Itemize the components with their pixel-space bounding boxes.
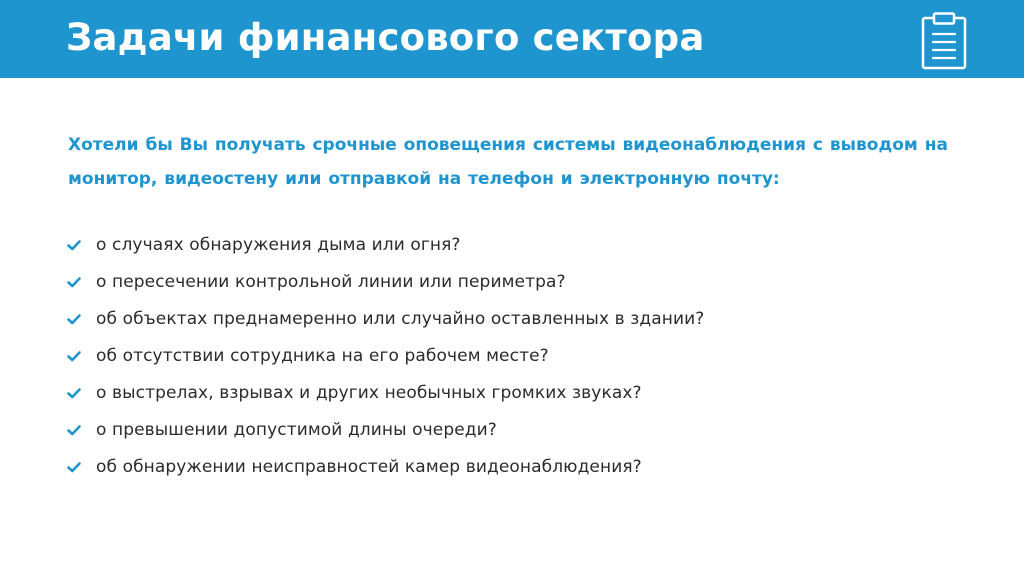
checkmark-icon: [66, 237, 82, 253]
list-item: [66, 226, 704, 263]
list-item-text: о пересечении контрольной линии или периметра?: [96, 271, 566, 292]
list-item-text: об обнаружении неисправностей камер видеонаблюдения?: [96, 456, 642, 477]
checkmark-icon: [66, 311, 82, 327]
slide-title: Задачи финансового сектора: [66, 16, 705, 59]
checkmark-icon: [66, 274, 82, 290]
list-item-text: об объектах преднамеренно или случайно оставленных в здании?: [96, 308, 705, 329]
checkmark-icon: [66, 422, 82, 438]
list-item: [66, 448, 704, 485]
list-item-text: о превышении допустимой длины очереди?: [96, 419, 497, 440]
clipboard-icon: [920, 12, 968, 70]
alert-list: [66, 226, 704, 485]
list-item-text: об отсутствии сотрудника на его рабочем месте?: [96, 345, 549, 366]
checkmark-icon: [66, 348, 82, 364]
list-item-text: о случаях обнаружения дыма или огня?: [96, 234, 461, 255]
list-item: [66, 300, 704, 337]
checkmark-icon: [66, 385, 82, 401]
checkmark-icon: [66, 459, 82, 475]
header-bar: [0, 0, 1024, 78]
question-text: Хотели бы Вы получать срочные оповещения системы видеонаблюдения с выводом на монитор, видеостену или отправкой на телефон и электронную почту:: [68, 135, 948, 189]
list-item-text: о выстрелах, взрывах и других необычных громких звуках?: [96, 382, 642, 403]
list-item: [66, 337, 704, 374]
list-item: [66, 263, 704, 300]
list-item: [66, 374, 704, 411]
list-item: [66, 411, 704, 448]
